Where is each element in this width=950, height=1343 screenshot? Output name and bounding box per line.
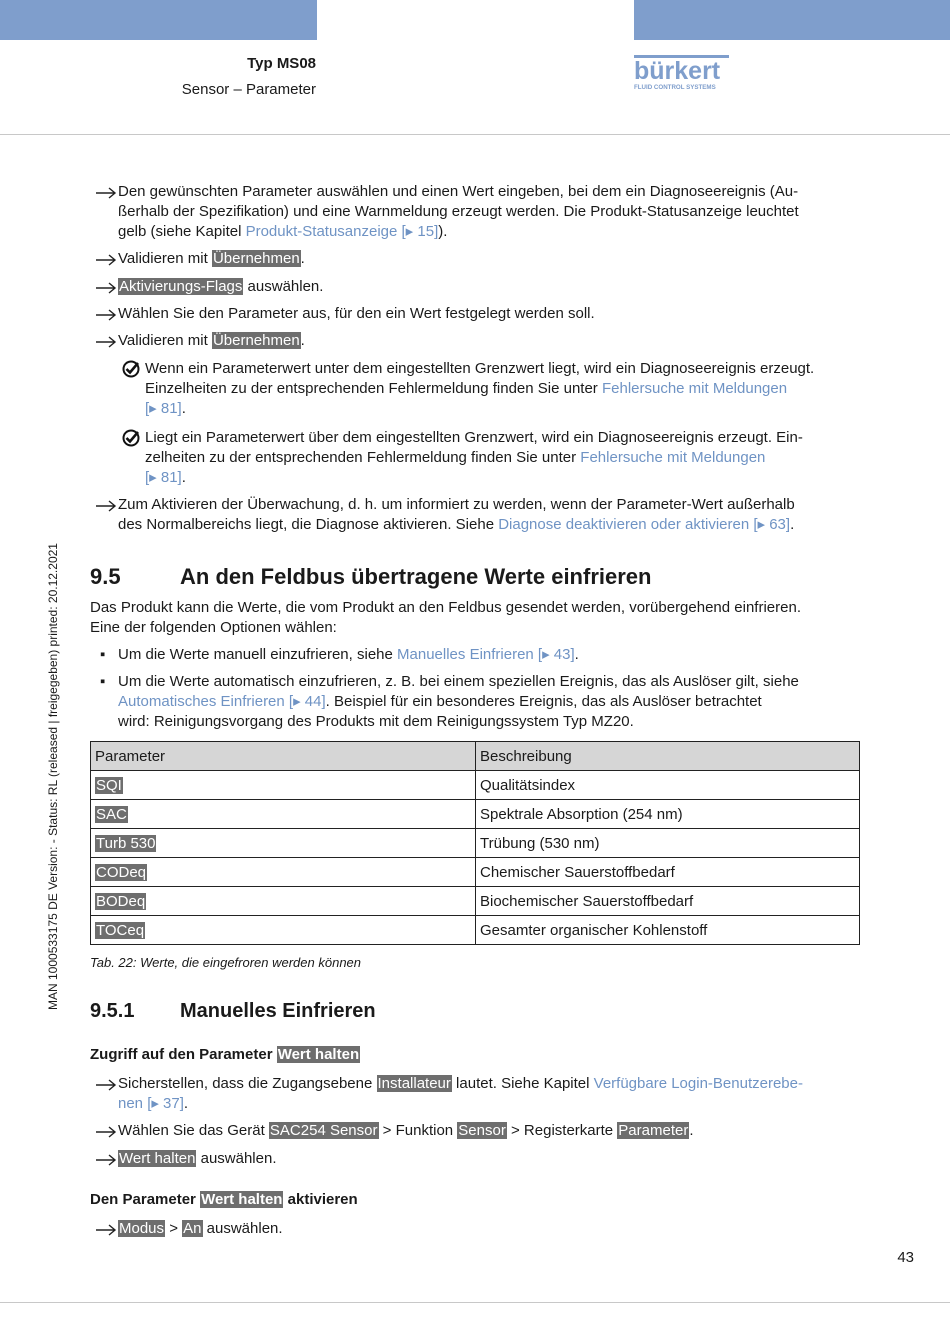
burkert-logo: [634, 54, 734, 94]
link-login-benutzerebenen[interactable]: Verfügbare Login-Benutzerebe-: [593, 1075, 803, 1092]
section-intro: Das Produkt kann die Werte, die vom Produkt an den Feldbus gesendet werden, vorübergehend einfrieren. Eine der folgenden Optionen wählen:: [90, 599, 801, 636]
list-item: ▪ Um die Werte automatisch einzufrieren, z. B. bei einem speziellen Ereignis, das als Auslöser gilt, siehe Automatisches Einfrieren [▸ 44]. Beispiel für ein besonderes Ereignis, das als Auslöser betrachtet wird: Reinigungsvorgang des Produkts mit dem Reinigungssystem Typ MZ20.: [100, 673, 799, 730]
arrow-right-icon: [95, 277, 117, 297]
parameter-description: Qualitätsindex: [476, 771, 860, 800]
ui-term-wert-halten: Wert halten: [277, 1046, 360, 1063]
arrow-right-icon: [95, 1121, 117, 1141]
parameter-name: SQI: [96, 776, 122, 794]
link-automatisches-einfrieren[interactable]: Automatisches Einfrieren [▸ 44]: [118, 693, 326, 710]
check-circle-icon: [122, 360, 140, 378]
result-item: Wenn ein Parameterwert unter dem eingestellten Grenzwert liegt, wird ein Diagnoseereignis erzeugt. Einzelheiten zu der entsprechenden Fehlermeldung finden Sie unter Fehlersuche mit Meldungen [▸ 81].: [122, 359, 862, 419]
parameter-name: Turb 530: [96, 834, 156, 852]
parameter-name: BODeq: [96, 892, 146, 910]
header-bar-right: [634, 0, 950, 40]
column-header-parameter: Parameter: [91, 742, 476, 771]
table-row: [91, 916, 860, 945]
arrow-right-icon: [95, 1219, 117, 1239]
instruction-step: Sicherstellen, dass die Zugangsebene Installateur lautet. Siehe Kapitel Verfügbare Login-Benutzerebe- nen [▸ 37].: [95, 1074, 865, 1114]
link-login-benutzerebenen-page[interactable]: nen [▸ 37]: [118, 1095, 184, 1112]
ui-term-installateur: Installateur: [377, 1075, 451, 1092]
arrow-right-icon: [95, 495, 117, 515]
link-produkt-statusanzeige[interactable]: Produkt-Statusanzeige [▸ 15]: [245, 223, 439, 240]
arrow-right-icon: [95, 1074, 117, 1094]
parameter-name: TOCeq: [96, 921, 145, 939]
sidebar-document-info: MAN 1000533175 DE Version: - Status: RL (released | freigegeben) printed: 20.12.2021: [46, 543, 60, 1010]
logo-tagline: FLUID CONTROL SYSTEMS: [634, 84, 716, 91]
parameter-description: Chemischer Sauerstoffbedarf: [476, 858, 860, 887]
instruction-step: Wert halten auswählen.: [95, 1149, 865, 1169]
ui-term-modus: Modus: [119, 1220, 165, 1237]
table-row: [91, 771, 860, 800]
parameter-description: Trübung (530 nm): [476, 829, 860, 858]
list-item: ▪ Um die Werte manuell einzufrieren, siehe Manuelles Einfrieren [▸ 43].: [100, 646, 579, 663]
instruction-step: Validieren mit Übernehmen.: [95, 249, 865, 269]
table-caption: Tab. 22: Werte, die eingefroren werden können: [90, 955, 362, 970]
instruction-step: Aktivierungs-Flags auswählen.: [95, 277, 865, 297]
instruction-step: Wählen Sie den Parameter aus, für den ein Wert festgelegt werden soll.: [95, 304, 865, 324]
table-row: [91, 829, 860, 858]
instruction-step: Modus > An auswählen.: [95, 1219, 865, 1239]
table-header-row: [91, 742, 860, 771]
instruction-step: Wählen Sie das Gerät SAC254 Sensor > Funktion Sensor > Registerkarte Parameter.: [95, 1121, 865, 1141]
parameter-name: SAC: [96, 805, 127, 823]
logo-text: bürkert: [634, 57, 721, 85]
arrow-right-icon: [95, 182, 117, 202]
link-fehlersuche-page[interactable]: [▸ 81]: [145, 400, 182, 417]
parameter-name: CODeq: [96, 863, 147, 881]
header-bar-left: [0, 0, 317, 40]
subsection-heading: 9.5.1 Manuelles Einfrieren: [90, 1000, 376, 1022]
instruction-step: Zum Aktivieren der Überwachung, d. h. um informiert zu werden, wenn der Parameter-Wert außerhalb des Normalbereichs liegt, die Diagnose aktivieren. Siehe Diagnose deaktivieren oder aktivieren [▸ 63].: [95, 495, 865, 535]
check-circle-icon: [122, 429, 140, 447]
ui-term-wert-halten: Wert halten: [119, 1150, 196, 1167]
ui-term-uebernehmen: Übernehmen: [212, 250, 300, 267]
access-heading: Zugriff auf den Parameter Wert halten: [90, 1046, 360, 1063]
document-subtitle: Sensor – Parameter: [181, 81, 316, 98]
ui-term-aktivierungs-flags: Aktivierungs-Flags: [119, 278, 243, 295]
link-fehlersuche-page[interactable]: [▸ 81]: [145, 469, 182, 486]
header-divider: [0, 134, 950, 135]
ui-term-parameter: Parameter: [618, 1122, 689, 1139]
link-diagnose[interactable]: Diagnose deaktivieren oder aktivieren [▸ 63]: [498, 516, 791, 533]
page-number: 43: [897, 1249, 914, 1266]
arrow-right-icon: [95, 249, 117, 269]
parameter-description: Gesamter organischer Kohlenstoff: [476, 916, 860, 945]
footer-divider: [0, 1302, 950, 1303]
parameter-table: [90, 741, 860, 945]
column-header-beschreibung: Beschreibung: [476, 742, 860, 771]
link-manuelles-einfrieren[interactable]: Manuelles Einfrieren [▸ 43]: [397, 646, 575, 663]
table-row: [91, 858, 860, 887]
table-row: [91, 887, 860, 916]
ui-term-wert-halten: Wert halten: [201, 1191, 283, 1208]
document-title: Typ MS08: [247, 55, 316, 72]
ui-term-uebernehmen: Übernehmen: [212, 332, 300, 349]
arrow-right-icon: [95, 1149, 117, 1169]
ui-term-sensor: Sensor: [458, 1122, 506, 1139]
section-heading: 9.5 An den Feldbus übertragene Werte einfrieren: [90, 564, 652, 589]
result-item: Liegt ein Parameterwert über dem eingestellten Grenzwert, wird ein Diagnoseereignis erzeugt. Ein- zelheiten zu der entsprechenden Fehlermeldung finden Sie unter Fehlersuche mit Meldungen [▸ 81].: [122, 428, 862, 488]
ui-term-an: An: [183, 1220, 202, 1237]
activate-heading: Den Parameter Wert halten aktivieren: [90, 1191, 358, 1208]
table-row: [91, 800, 860, 829]
arrow-right-icon: [95, 331, 117, 351]
instruction-step: Den gewünschten Parameter auswählen und einen Wert eingeben, bei dem ein Diagnoseereignis (Au- ßerhalb der Spezifikation) und eine Warnmeldung erzeugt werden. Die Produkt-Statusanzeige leuchtet gelb (siehe Kapitel Produkt-Statusanzeige [▸ 15]).: [95, 182, 865, 242]
parameter-description: Spektrale Absorption (254 nm): [476, 800, 860, 829]
instruction-step: Validieren mit Übernehmen.: [95, 331, 865, 351]
parameter-description: Biochemischer Sauerstoffbedarf: [476, 887, 860, 916]
ui-term-sac254-sensor: SAC254 Sensor: [269, 1122, 378, 1139]
arrow-right-icon: [95, 304, 117, 324]
link-fehlersuche[interactable]: Fehlersuche mit Meldungen: [601, 380, 788, 397]
link-fehlersuche[interactable]: Fehlersuche mit Meldungen: [580, 449, 766, 466]
